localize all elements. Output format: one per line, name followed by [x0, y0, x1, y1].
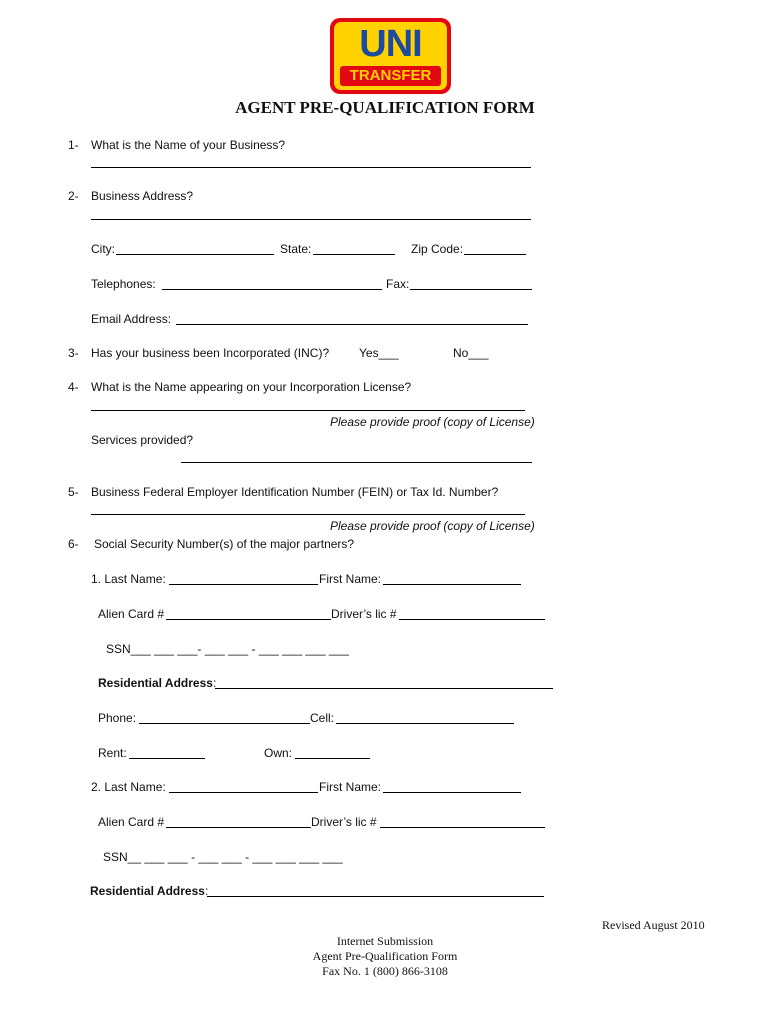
p1-cell-field[interactable]: [336, 723, 514, 724]
p1-rent-field[interactable]: [129, 758, 205, 759]
p1-last-name-label: 1. Last Name:: [91, 572, 166, 586]
form-title: AGENT PRE-QUALIFICATION FORM: [235, 98, 535, 117]
p1-first-name-label: First Name:: [319, 572, 382, 586]
business-name-field[interactable]: [91, 167, 531, 168]
p1-first-name-field[interactable]: [383, 584, 521, 585]
q4-number: 4-: [68, 380, 79, 394]
q6-number: 6-: [68, 537, 79, 551]
p1-cell-label: Cell:: [310, 711, 335, 725]
p2-first-name-label: First Name:: [319, 780, 382, 794]
state-label: State:: [280, 242, 312, 256]
p1-own-field[interactable]: [295, 758, 370, 759]
footer-fax: Fax No. 1 (800) 866-3108: [322, 964, 448, 978]
p2-drivers-lic-field[interactable]: [380, 827, 545, 828]
incorporated-no[interactable]: No___: [453, 346, 489, 360]
services-field[interactable]: [181, 462, 532, 463]
q3-number: 3-: [68, 346, 79, 360]
fax-label: Fax:: [386, 277, 410, 291]
revised-date: Revised August 2010: [602, 918, 705, 932]
q4-proof-note: Please provide proof (copy of License): [330, 415, 535, 429]
fax-field[interactable]: [410, 289, 532, 290]
p1-residential-field[interactable]: [215, 688, 553, 689]
incorporation-name-field[interactable]: [91, 410, 525, 411]
logo-uni-text: UNI: [359, 23, 422, 65]
email-field[interactable]: [176, 324, 528, 325]
p1-alien-card-field[interactable]: [166, 619, 331, 620]
logo-transfer-text: TRANSFER: [340, 66, 441, 86]
fein-field[interactable]: [91, 514, 525, 515]
services-label: Services provided?: [91, 433, 194, 447]
uni-transfer-logo: [330, 18, 451, 94]
p1-last-name-field[interactable]: [169, 584, 318, 585]
p2-first-name-field[interactable]: [383, 792, 521, 793]
p1-drivers-lic-label: Driver’s lic #: [331, 607, 397, 621]
p1-rent-label: Rent:: [98, 746, 127, 760]
q2-label: Business Address?: [91, 189, 194, 203]
p2-residential-label: Residential Address: [90, 884, 205, 898]
q6-label: Social Security Number(s) of the major partners?: [94, 537, 355, 551]
q5-proof-note: Please provide proof (copy of License): [330, 519, 535, 533]
telephones-label: Telephones:: [91, 277, 156, 291]
p1-residential-label: Residential Address: [98, 676, 213, 690]
business-address-field[interactable]: [91, 219, 531, 220]
p2-last-name-label: 2. Last Name:: [91, 780, 166, 794]
city-label: City:: [91, 242, 115, 256]
p2-alien-card-field[interactable]: [166, 827, 311, 828]
q3-label: Has your business been Incorporated (INC)?: [91, 346, 330, 360]
zip-field[interactable]: [464, 254, 526, 255]
q4-label: What is the Name appearing on your Incorporation License?: [91, 380, 412, 394]
email-label: Email Address:: [91, 312, 172, 326]
footer-line-1: Internet Submission: [336, 934, 434, 948]
q1-number: 1-: [68, 138, 79, 152]
q5-number: 5-: [68, 485, 79, 499]
p1-phone-label: Phone:: [98, 711, 137, 725]
p1-phone-field[interactable]: [139, 723, 310, 724]
footer-line-2: Agent Pre-Qualification Form: [312, 949, 458, 963]
p2-drivers-lic-label: Driver’s lic #: [311, 815, 377, 829]
p2-alien-card-label: Alien Card #: [98, 815, 165, 829]
city-field[interactable]: [116, 254, 274, 255]
zip-label: Zip Code:: [411, 242, 464, 256]
p2-ssn-field[interactable]: SSN__ ___ ___ - ___ ___ - ___ ___ ___ ___: [103, 850, 343, 864]
p1-drivers-lic-field[interactable]: [399, 619, 545, 620]
q2-number: 2-: [68, 189, 79, 203]
p1-ssn-field[interactable]: SSN___ ___ ___- ___ ___ - ___ ___ ___ ___: [106, 642, 349, 656]
telephones-field[interactable]: [162, 289, 382, 290]
p2-residential-field[interactable]: [207, 896, 544, 897]
q5-label: Business Federal Employer Identification Number (FEIN) or Tax Id. Number?: [91, 485, 499, 499]
q1-label: What is the Name of your Business?: [91, 138, 286, 152]
p2-last-name-field[interactable]: [169, 792, 318, 793]
p1-alien-card-label: Alien Card #: [98, 607, 165, 621]
p1-own-label: Own:: [264, 746, 293, 760]
incorporated-yes[interactable]: Yes___: [359, 346, 399, 360]
state-field[interactable]: [313, 254, 395, 255]
